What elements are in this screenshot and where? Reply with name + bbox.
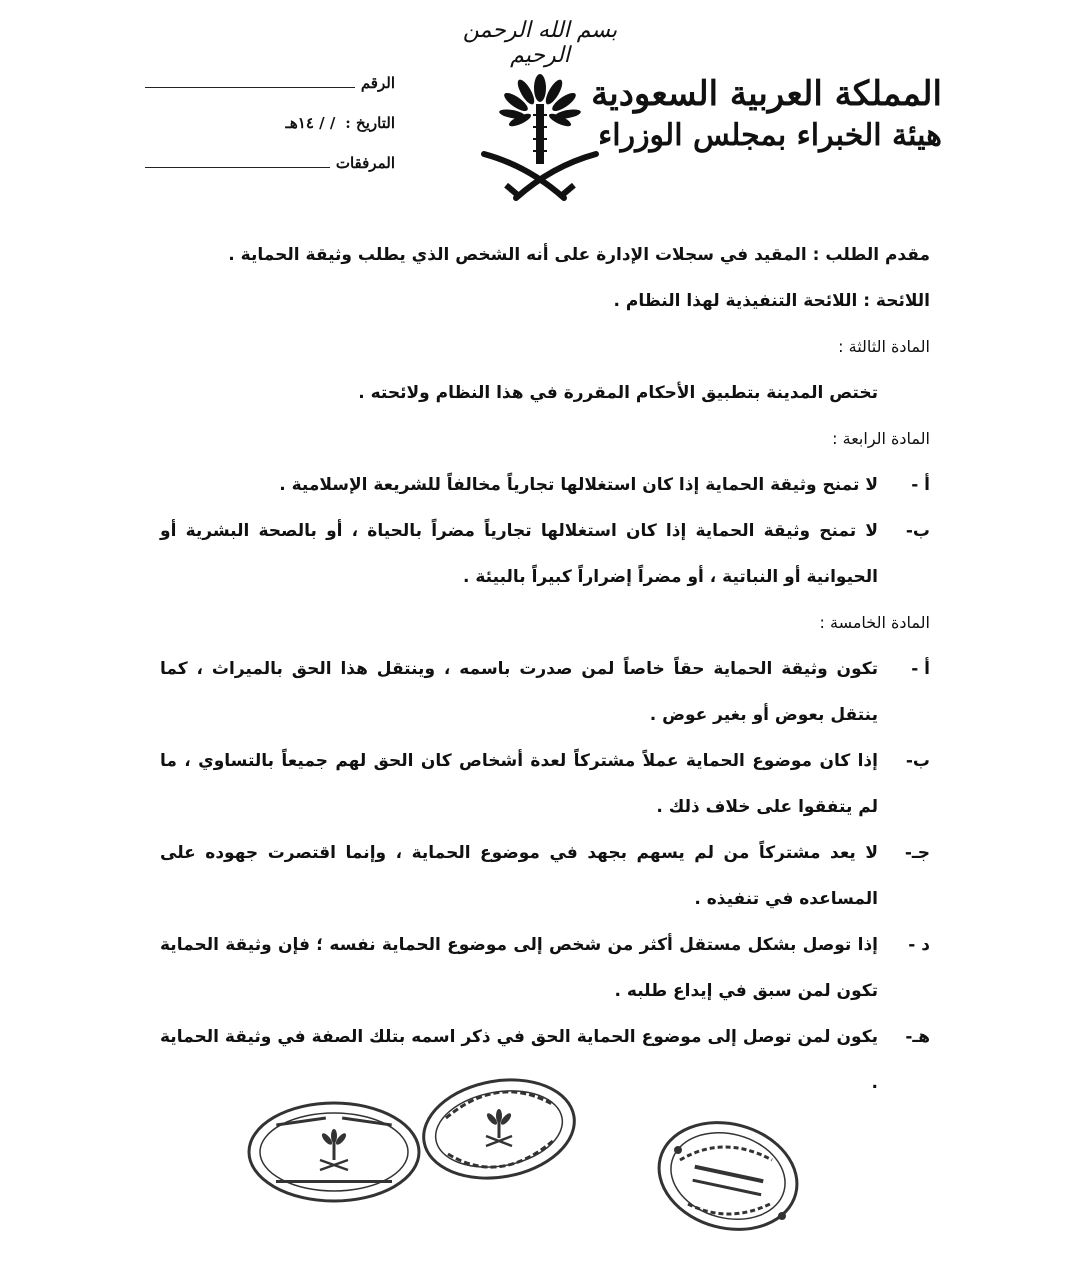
item-text: لا تمنح وثيقة الحماية إذا كان استغلالها تجارياً مضراً بالحياة ، أو بالصحة البشرية أو الحيوانية أو النباتية ، أو مضراً إضراراً كبيراً بالبيئة . [160, 521, 878, 587]
item-text: يكون لمن توصل إلى موضوع الحماية الحق في ذكر اسمه بتلك الصفة في وثيقة الحماية . [160, 1027, 878, 1093]
item-text: لا يعد مشتركاً من لم يسهم بجهد في موضوع الحماية ، وإنما اقتصرت جهوده على المساعده في تنفيذه . [160, 843, 878, 909]
stamp-left-icon [246, 1100, 422, 1204]
attachments-label: المرفقات [335, 154, 395, 172]
article-4-heading: المادة الرابعة : [832, 429, 930, 448]
item-letter: أ - [911, 659, 930, 679]
item-letter: أ - [911, 475, 930, 495]
item-letter: د - [908, 935, 930, 955]
reference-block [145, 74, 395, 194]
regulation-definition: اللائحة : اللائحة التنفيذية لهذا النظام . [613, 291, 930, 311]
article-3-heading: المادة الثالثة : [838, 337, 930, 356]
article-5-item [160, 830, 930, 922]
item-text: إذا كان موضوع الحماية عملاً مشتركاً لعدة أشخاص كان الحق لهم جميعاً بالتساوي ، ما لم يتفقوا على خلاف ذلك . [160, 751, 878, 817]
date-value: / / ١٤هـ [285, 114, 336, 132]
article-5-item [160, 738, 930, 830]
date-row [145, 114, 395, 154]
basmala: بسم الله الرحمن الرحيم [462, 18, 618, 68]
item-letter: هـ- [905, 1027, 930, 1047]
attachments-row [145, 154, 395, 194]
applicant-definition: مقدم الطلب : المقيد في سجلات الإدارة على أنه الشخص الذي يطلب وثيقة الحماية . [228, 245, 930, 265]
reference-label: الرقم [360, 74, 395, 92]
saudi-emblem-icon [478, 70, 602, 210]
article-4-item [160, 462, 930, 508]
stamp-middle-icon [418, 1074, 580, 1184]
item-text: إذا توصل بشكل مستقل أكثر من شخص إلى موضوع الحماية نفسه ؛ فإن وثيقة الحماية تكون لمن سبق في إيداع طلبه . [160, 935, 878, 1001]
article-5-item [160, 922, 930, 1014]
article-5-item [160, 646, 930, 738]
document-body [160, 232, 930, 1106]
stamp-right-icon [654, 1120, 802, 1232]
kingdom-name: المملكة العربية السعودية [591, 74, 942, 114]
article-5-heading: المادة الخامسة : [819, 613, 930, 632]
article-3-text: تختص المدينة بتطبيق الأحكام المقررة في هذا النظام ولائحته . [358, 383, 878, 403]
item-letter: ب- [905, 751, 930, 771]
date-label: التاريخ : [345, 114, 395, 132]
authority-name: هيئة الخبراء بمجلس الوزراء [598, 118, 942, 153]
item-letter: ب- [905, 521, 930, 541]
attachments-line [145, 166, 330, 168]
item-text: لا تمنح وثيقة الحماية إذا كان استغلالها تجارياً مخالفاً للشريعة الإسلامية . [279, 475, 878, 495]
item-letter: جـ- [904, 843, 930, 863]
reference-line [145, 86, 355, 88]
organization-name [591, 72, 942, 156]
reference-row [145, 74, 395, 114]
article-4-item [160, 508, 930, 600]
item-text: تكون وثيقة الحماية حقاً خاصاً لمن صدرت باسمه ، وينتقل هذا الحق بالميراث ، كما ينتقل بعوض أو بغير عوض . [160, 659, 878, 725]
